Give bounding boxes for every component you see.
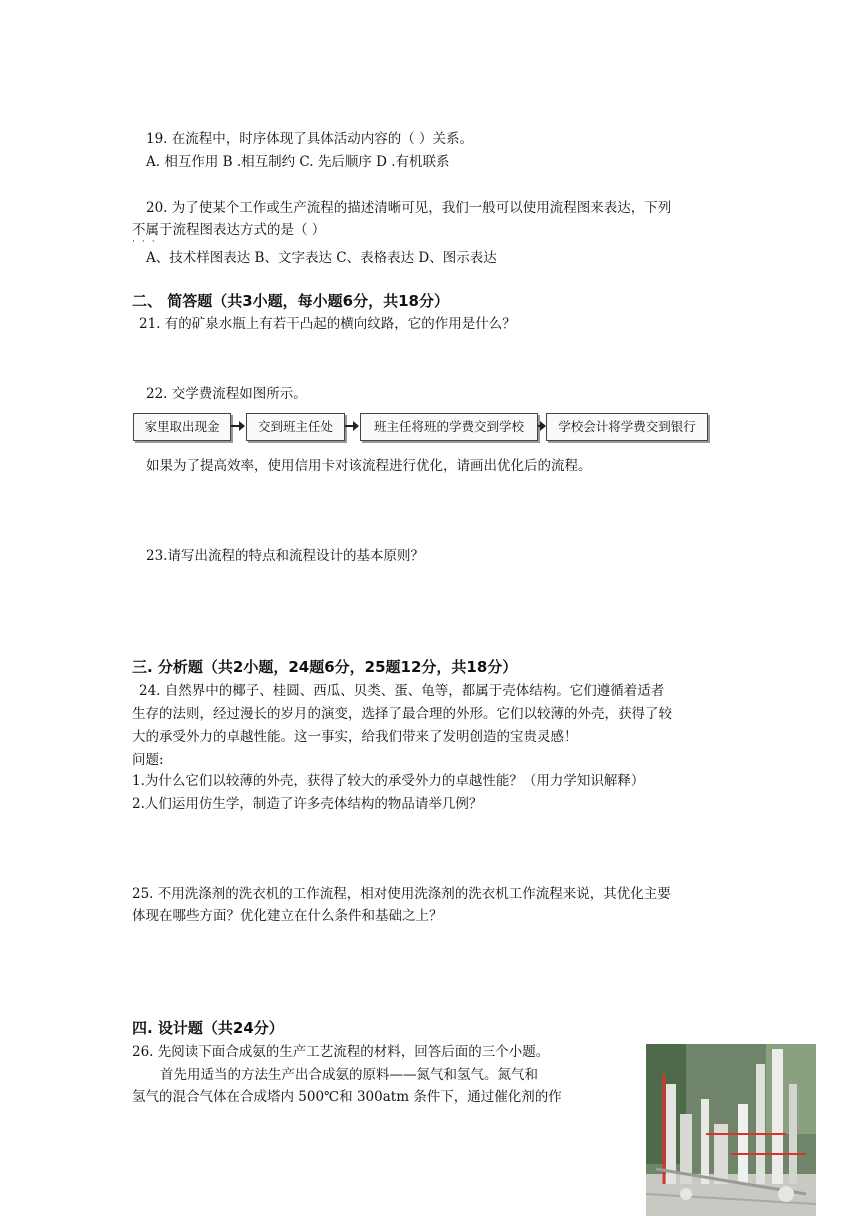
q24-line1: 24. 自然界中的椰子、桂圆、西瓜、贝类、蛋、龟等，都属于壳体结构。它们遵循着适者 [139,683,665,699]
flow-arrow [538,425,542,427]
q20-line1: 20. 为了使某个工作或生产流程的描述清晰可见，我们一般可以使用流程图来表达，下列 [146,200,672,216]
section-2-title: 二、 简答题（共3小题，每小题6分，共18分） [132,292,449,310]
q26-line3: 氢气的混合气体在合成塔内 500℃和 300atm 条件下，通过催化剂的作 [132,1089,562,1105]
q20-emphasis: 不属于 ··· [132,222,173,247]
flow-step-3: 班主任将班的学费交到学校 [360,413,538,441]
q19-options: A. 相互作用 B .相互制约 C. 先后顺序 D .有机联系 [146,154,450,170]
q20-options: A、技术样图表达 B、文字表达 C、表格表达 D、图示表达 [146,250,497,266]
plant-model-image [646,1044,816,1216]
flow-step-4: 学校会计将学费交到银行 [546,413,708,441]
q26-line1: 26. 先阅读下面合成氨的生产工艺流程的材料，回答后面的三个小题。 [132,1044,550,1060]
q22-followup: 如果为了提高效率，使用信用卡对该流程进行优化，请画出优化后的流程。 [146,458,592,474]
ammonia-plant-model-photo [646,1044,816,1216]
section-3-title: 三. 分析题（共2小题，24题6分，25题12分，共18分） [132,658,518,676]
flow-step-1: 家里取出现金 [133,413,231,441]
flow-step-2: 交到班主任处 [246,413,345,441]
q21-text: 21. 有的矿泉水瓶上有若干凸起的横向纹路，它的作用是什么？ [139,316,516,332]
q23-text: 23.请写出流程的特点和流程设计的基本原则？ [146,548,424,564]
q24-sub1: 1.为什么它们以较薄的外壳，获得了较大的承受外力的卓越性能？（用力学知识解释） [132,773,645,789]
q20-line2: 不属于 ··· 流程图表达方式的是（ ） [132,222,326,247]
q22-text: 22. 交学费流程如图所示。 [146,386,307,402]
q24-question-label: 问题: [132,752,164,768]
q24-line2: 生存的法则，经过漫长的岁月的演变，选择了最合理的外形。它们以较薄的外壳，获得了较 [132,706,672,722]
q24-sub2: 2.人们运用仿生学，制造了许多壳体结构的物品请举几例？ [132,796,483,812]
q24-line3: 大的承受外力的卓越性能。这一事实，给我们带来了发明创造的宝贵灵感！ [132,729,578,745]
section-4-title: 四. 设计题（共24分） [132,1019,284,1037]
q25-line2: 体现在哪些方面？优化建立在什么条件和基础之上？ [132,908,443,924]
flow-arrow [231,425,241,427]
flow-arrow [345,425,355,427]
q19-stem: 19. 在流程中，时序体现了具体活动内容的（ ）关系。 [146,131,474,147]
q25-line1: 25. 不用洗涤剂的洗衣机的工作流程，相对使用洗涤剂的洗衣机工作流程来说，其优化主要 [132,886,671,902]
q26-line2: 首先用适当的方法生产出合成氨的原料——氮气和氢气。氮气和 [160,1067,538,1083]
